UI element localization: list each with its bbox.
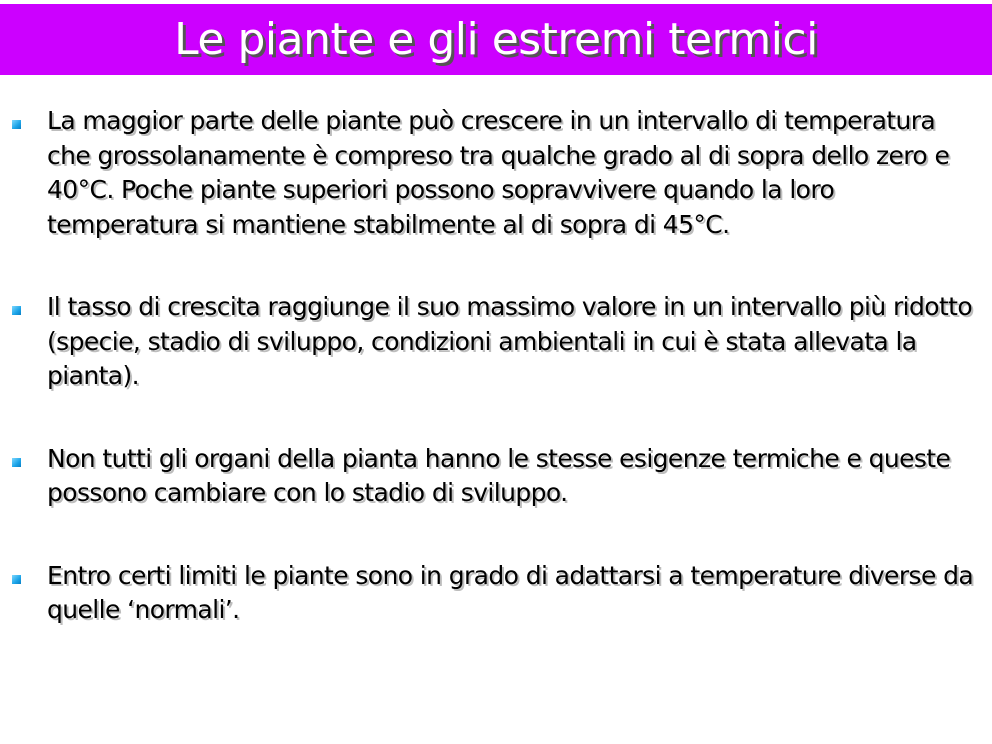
bullet-list [10, 104, 978, 676]
bullet-item [10, 290, 978, 394]
square-bullet-icon [12, 575, 21, 584]
slide-title: Le piante e gli estremi termici [174, 14, 818, 65]
bullet-text: La maggior parte delle piante può crescere in un intervallo di temperatura che grossolanamente è compreso tra qualche grado al di sopra dello zero e 40°C. Poche piante superiori possono sopravvivere quando la loro temperatura si mantiene stabilmente al di sopra di 45°C. [47, 106, 950, 239]
square-bullet-icon [12, 120, 21, 129]
bullet-item [10, 104, 978, 242]
bullet-item [10, 559, 978, 628]
bullet-item [10, 442, 978, 511]
square-bullet-icon [12, 306, 21, 315]
bullet-text: Entro certi limiti le piante sono in grado di adattarsi a temperature diverse da quelle ‘normali’. [47, 560, 974, 624]
square-bullet-icon [12, 458, 21, 467]
bullet-text: Il tasso di crescita raggiunge il suo massimo valore in un intervallo più ridotto (specie, stadio di sviluppo, condizioni ambientali in cui è stata allevata la pianta). [47, 292, 973, 390]
bullet-text: Non tutti gli organi della pianta hanno le stesse esigenze termiche e queste possono cambiare con lo stadio di sviluppo. [47, 443, 951, 507]
title-bar [0, 4, 992, 75]
